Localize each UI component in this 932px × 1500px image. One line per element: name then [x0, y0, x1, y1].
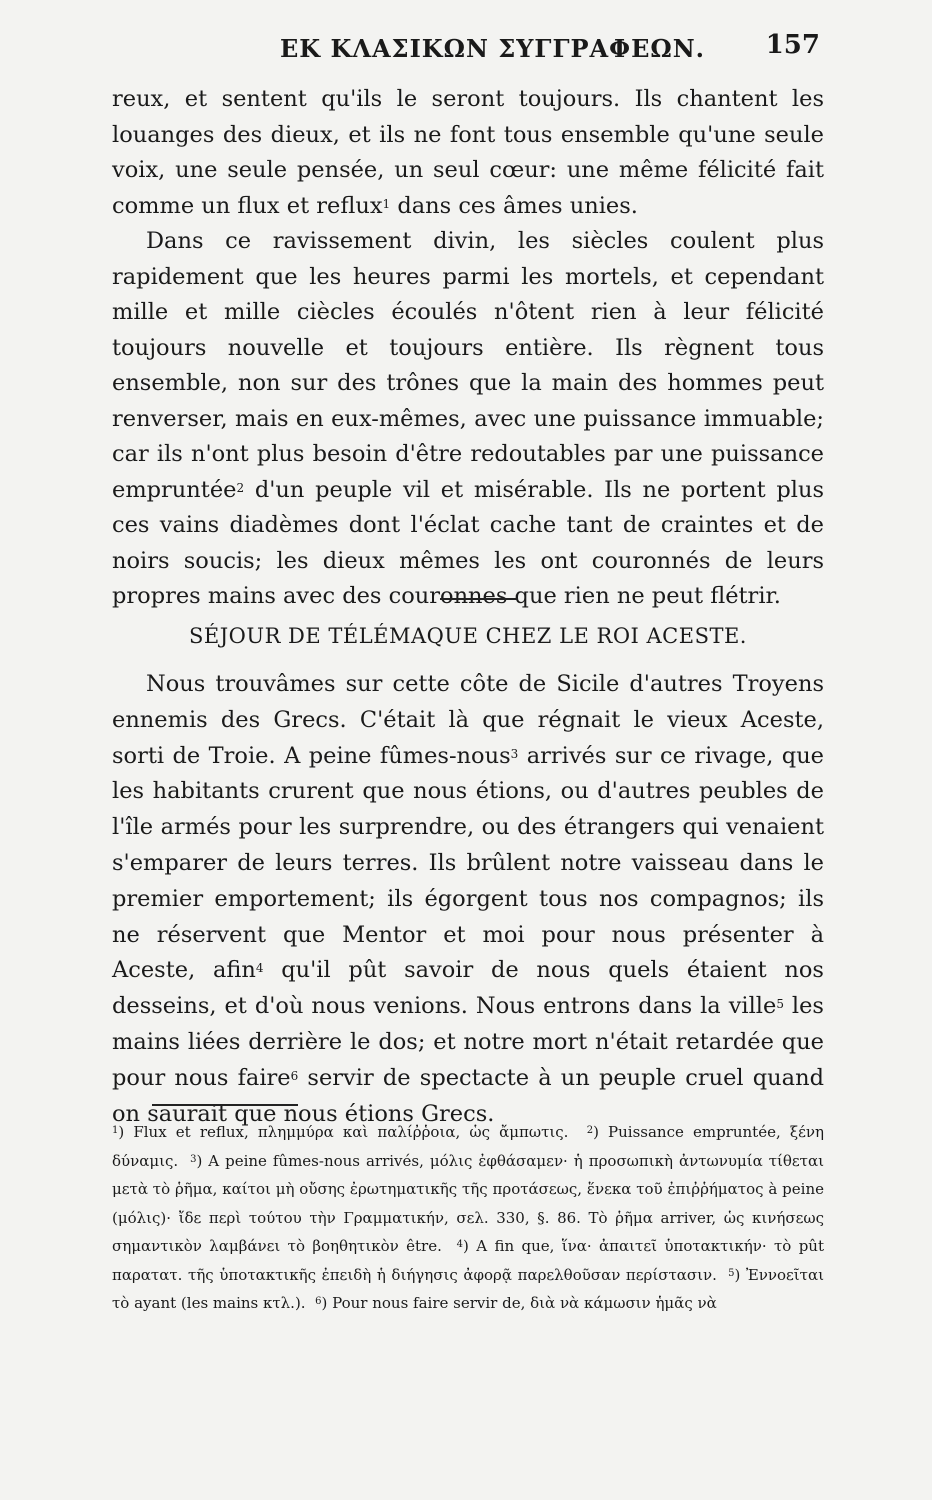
text-run: Dans ce ravissement divin, les siècles coulent plus rapidement que les heures parmi les mortels, et cependant mille et mille ciècles écoulés n'ôtent rien à leur félicité toujours nouvelle et toujours entière. Ils règnent tous ensemble, non sur des trônes que la main des hommes peut renverser, mais en eux-mêmes, avec une puissance immuable; car ils n'ont plus besoin d'être redoutables par une puissance empruntée	[112, 228, 824, 503]
text-run: Nous trouvâmes sur cette côte de Sicile d'autres Troyens ennemis des Grecs. C'était là que régnait le vieux Aceste, sorti de Troie. A peine fûmes-nous	[112, 671, 824, 769]
footnote-text: ) Ἐννοεῖται τὸ ayant (les mains κτλ.).	[112, 1265, 824, 1312]
running-title: ΕΚ ΚΛΑΣΙΚΩΝ ΣΥΓΓΡΑΦΕΩΝ.	[280, 34, 706, 63]
paragraph	[112, 667, 824, 1132]
footnotes	[112, 1118, 824, 1318]
footnote-text: ) A peine fûmes-nous arrivés, μόλις ἐφθάσαμεν· ἡ προσωπικὴ ἀντωνυμία τίθεται μετὰ τὸ ῥῆμα, καίτοι μὴ οὔσης ἐρωτηματικῆς τῆς προτάσεως, ἕνεκα τοῦ ἐπιῤῥήματος à peine (μόλις)· ἴδε περὶ τούτου τὴν Γραμματικήν, σελ. 330, §. 86. Τὸ ῥῆμα arriver, ὡς κινήσεως σημαντικὸν λαμβάνει τὸ βοηθητικὸν être.	[112, 1151, 824, 1255]
section-text	[112, 667, 824, 1132]
text-run: d'un peuple vil et misérable. Ils ne portent plus ces vains diadèmes dont l'éclat cache tant de craintes et de noirs soucis; les dieux mêmes les ont couronnés de leurs propres mains avec des couronnes que rien ne peut flétrir.	[112, 476, 824, 609]
footnote-text: ) A fin que, ἵνα· ἀπαιτεῖ ὑποτακτικήν· τὸ pût παρατατ. τῆς ὑποτακτικῆς ἐπειδὴ ἡ διήγησις ἀφορᾷ παρελθοῦσαν περίστασιν.	[112, 1237, 824, 1284]
text-run: dans ces âmes unies.	[390, 192, 638, 219]
footnote-number: 4	[456, 1239, 463, 1250]
footnote-marker: 3	[510, 746, 519, 761]
footnote-divider	[152, 1104, 298, 1106]
footnote-block	[112, 1118, 824, 1318]
page-header	[110, 30, 820, 70]
text-run: arrivés sur ce rivage, que les habitants crurent que nous étions, ou d'autres peubles de l'île armés pour les surprendre, ou des étrangers qui venaient s'emparer de leurs terres. Ils brûlent notre vaisseau dans le premier emportement; ils égorgent tous nos compagnos; ils ne réservent que Mentor et moi pour nous présenter à Aceste, afin	[112, 742, 825, 984]
text-run: reux, et sentent qu'ils le seront toujours. Ils chantent les louanges des dieux, et ils ne font tous ensemble qu'une seule voix, une seule pensée, un seul cœur: une même félicité fait comme un flux et reflux	[112, 86, 824, 219]
footnote-number: 6	[315, 1296, 322, 1307]
footnote-number: 2	[586, 1125, 594, 1136]
footnote-text: ) Puissance empruntée, ξένη δύναμις.	[112, 1123, 824, 1170]
footnote-text: ) Pour nous faire servir de, διὰ νὰ κάμωσιν ἡμᾶς νὰ	[321, 1294, 717, 1312]
section-divider	[440, 598, 518, 600]
paragraph	[112, 224, 824, 615]
footnote-text: ) Flux et reflux, πλημμύρα καὶ παλίῤῥοια, ὡς ἄμπωτις.	[118, 1123, 569, 1141]
main-text	[112, 82, 824, 615]
footnote-marker: 2	[236, 480, 245, 495]
footnote-number: 5	[728, 1267, 735, 1279]
text-run: servir de spectacte à un peuple cruel quand on saurait que nous étions Grecs.	[112, 1064, 824, 1127]
footnote-marker: 4	[255, 961, 264, 976]
section-title: SÉJOUR DE TÉLÉMAQUE CHEZ LE ROI ACESTE.	[189, 624, 747, 648]
footnote-marker: 1	[382, 196, 391, 211]
footnote-marker: 5	[776, 997, 784, 1012]
footnote-marker: 6	[290, 1068, 299, 1083]
footnote-number: 1	[112, 1125, 119, 1136]
page-number: 157	[765, 30, 820, 60]
paragraph-continued	[112, 82, 824, 224]
text-run: les mains liées derrière le dos; et notre mort n'était retardée que pour nous faire	[112, 993, 824, 1091]
footnote-number: 3	[190, 1153, 197, 1165]
text-run: qu'il pût savoir de nous quels étaient nos desseins, et d'où nous venions. Nous entrons dans la ville	[112, 957, 824, 1020]
